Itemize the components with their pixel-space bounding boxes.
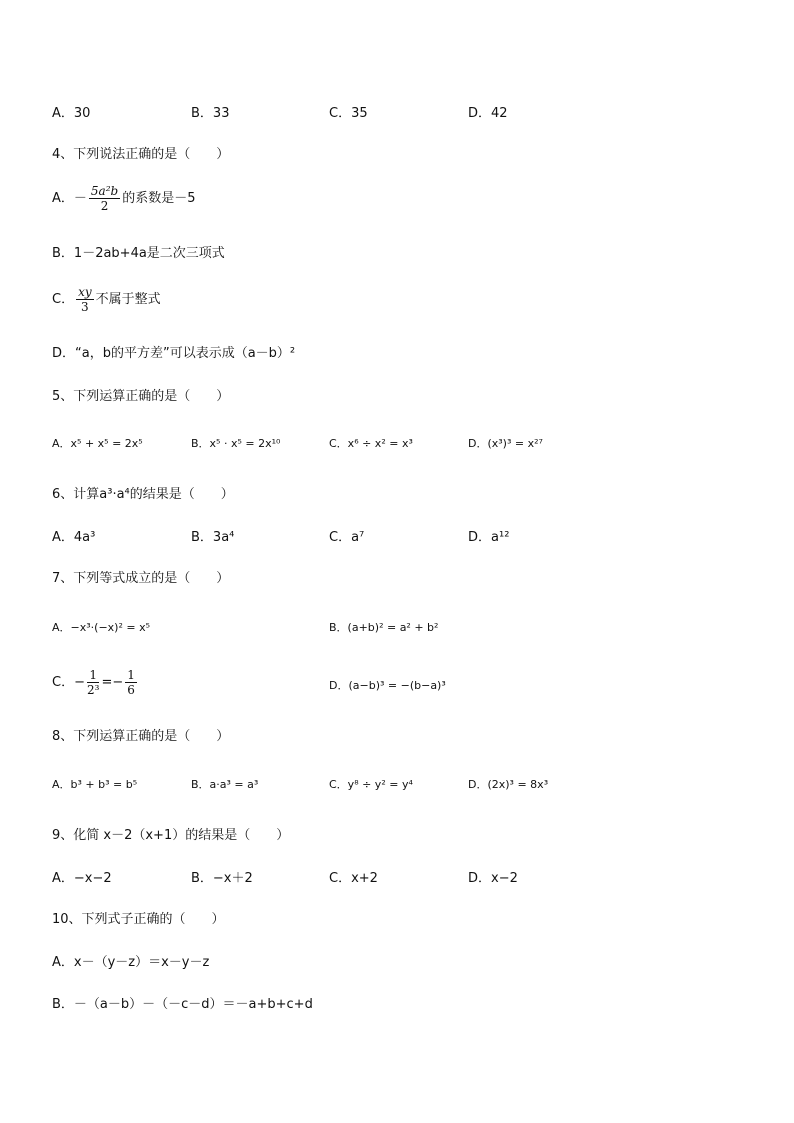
q4-option-a — [52, 184, 195, 213]
q7-option-a: A．−x³·(−x)² = x⁵ — [52, 621, 151, 634]
q8-stem: 8、下列运算正确的是（ ） — [52, 729, 230, 744]
q4-a-denominator: 2 — [100, 199, 109, 213]
q4-a-numerator: 5a²b — [90, 184, 119, 198]
q5-stem: 5、下列运算正确的是（ ） — [52, 389, 230, 404]
q5-option-c: C．x⁶ ÷ x² = x³ — [329, 437, 413, 450]
q3-option-b: B．33 — [191, 106, 230, 121]
q8-option-d: D．(2x)³ = 8x³ — [468, 778, 549, 791]
q7-c-frac1-numerator: 1 — [87, 668, 99, 683]
q10-option-b: B．－（a－b）－（－c－d）＝－a+b+c+d — [52, 997, 313, 1012]
q7-c-fraction-1 — [87, 668, 99, 697]
q4-option-a-label: A．－ — [52, 191, 87, 206]
q4-option-a-fraction — [89, 184, 120, 213]
q5-option-d: D．(x³)³ = x²⁷ — [468, 437, 543, 450]
q7-option-c-label: C．− — [52, 675, 85, 690]
q4-stem: 4、下列说法正确的是（ ） — [52, 147, 230, 162]
q4-c-numerator: xy — [78, 285, 92, 299]
q4-option-c-label: C． — [52, 292, 75, 307]
q10-option-a: A．x－（y－z）＝x－y－z — [52, 955, 210, 970]
q7-stem: 7、下列等式成立的是（ ） — [52, 571, 230, 586]
q7-option-c — [52, 668, 139, 697]
q8-option-a: A．b³ + b³ = b⁵ — [52, 778, 138, 791]
q7-option-b: B．(a+b)² = a² + b² — [329, 621, 439, 634]
q7-c-fraction-2 — [125, 668, 137, 697]
q6-option-d: D．a¹² — [468, 530, 510, 545]
q9-option-d: D．x−2 — [468, 871, 518, 886]
q9-option-b: B．−x＋2 — [191, 871, 253, 886]
q8-option-b: B．a·a³ = a³ — [191, 778, 259, 791]
q4-option-a-tail: 的系数是－5 — [122, 191, 196, 206]
q6-option-b: B．3a⁴ — [191, 530, 235, 545]
q9-option-c: C．x+2 — [329, 871, 378, 886]
q7-option-d: D．(a−b)³ = −(b−a)³ — [329, 679, 446, 692]
q4-option-c — [52, 285, 161, 314]
q7-c-frac1-denominator: 2³ — [86, 683, 100, 697]
q6-stem: 6、计算a³·a⁴的结果是（ ） — [52, 487, 234, 502]
q9-option-a: A．−x−2 — [52, 871, 112, 886]
q3-option-c: C．35 — [329, 106, 368, 121]
q10-stem: 10、下列式子正确的（ ） — [52, 912, 225, 927]
q7-c-equals: =− — [101, 675, 124, 690]
q7-c-frac2-denominator: 6 — [127, 683, 135, 697]
q5-option-b: B．x⁵ · x⁵ = 2x¹⁰ — [191, 437, 281, 450]
q7-c-frac2-numerator: 1 — [127, 668, 135, 682]
q4-option-c-tail: 不属于整式 — [95, 292, 161, 307]
q4-option-d: D．“a，b的平方差”可以表示成（a－b）² — [52, 346, 296, 361]
q6-option-c: C．a⁷ — [329, 530, 365, 545]
q4-c-denominator: 3 — [81, 300, 89, 314]
q4-option-b: B．1－2ab+4a是二次三项式 — [52, 246, 225, 261]
q3-option-a: A．30 — [52, 106, 91, 121]
q5-option-a: A．x⁵ + x⁵ = 2x⁵ — [52, 437, 143, 450]
q9-stem: 9、化简 x－2（x+1）的结果是（ ） — [52, 828, 290, 843]
q4-option-c-fraction — [76, 285, 94, 314]
q8-option-c: C．y⁸ ÷ y² = y⁴ — [329, 778, 413, 791]
q6-option-a: A．4a³ — [52, 530, 96, 545]
q3-option-d: D．42 — [468, 106, 508, 121]
